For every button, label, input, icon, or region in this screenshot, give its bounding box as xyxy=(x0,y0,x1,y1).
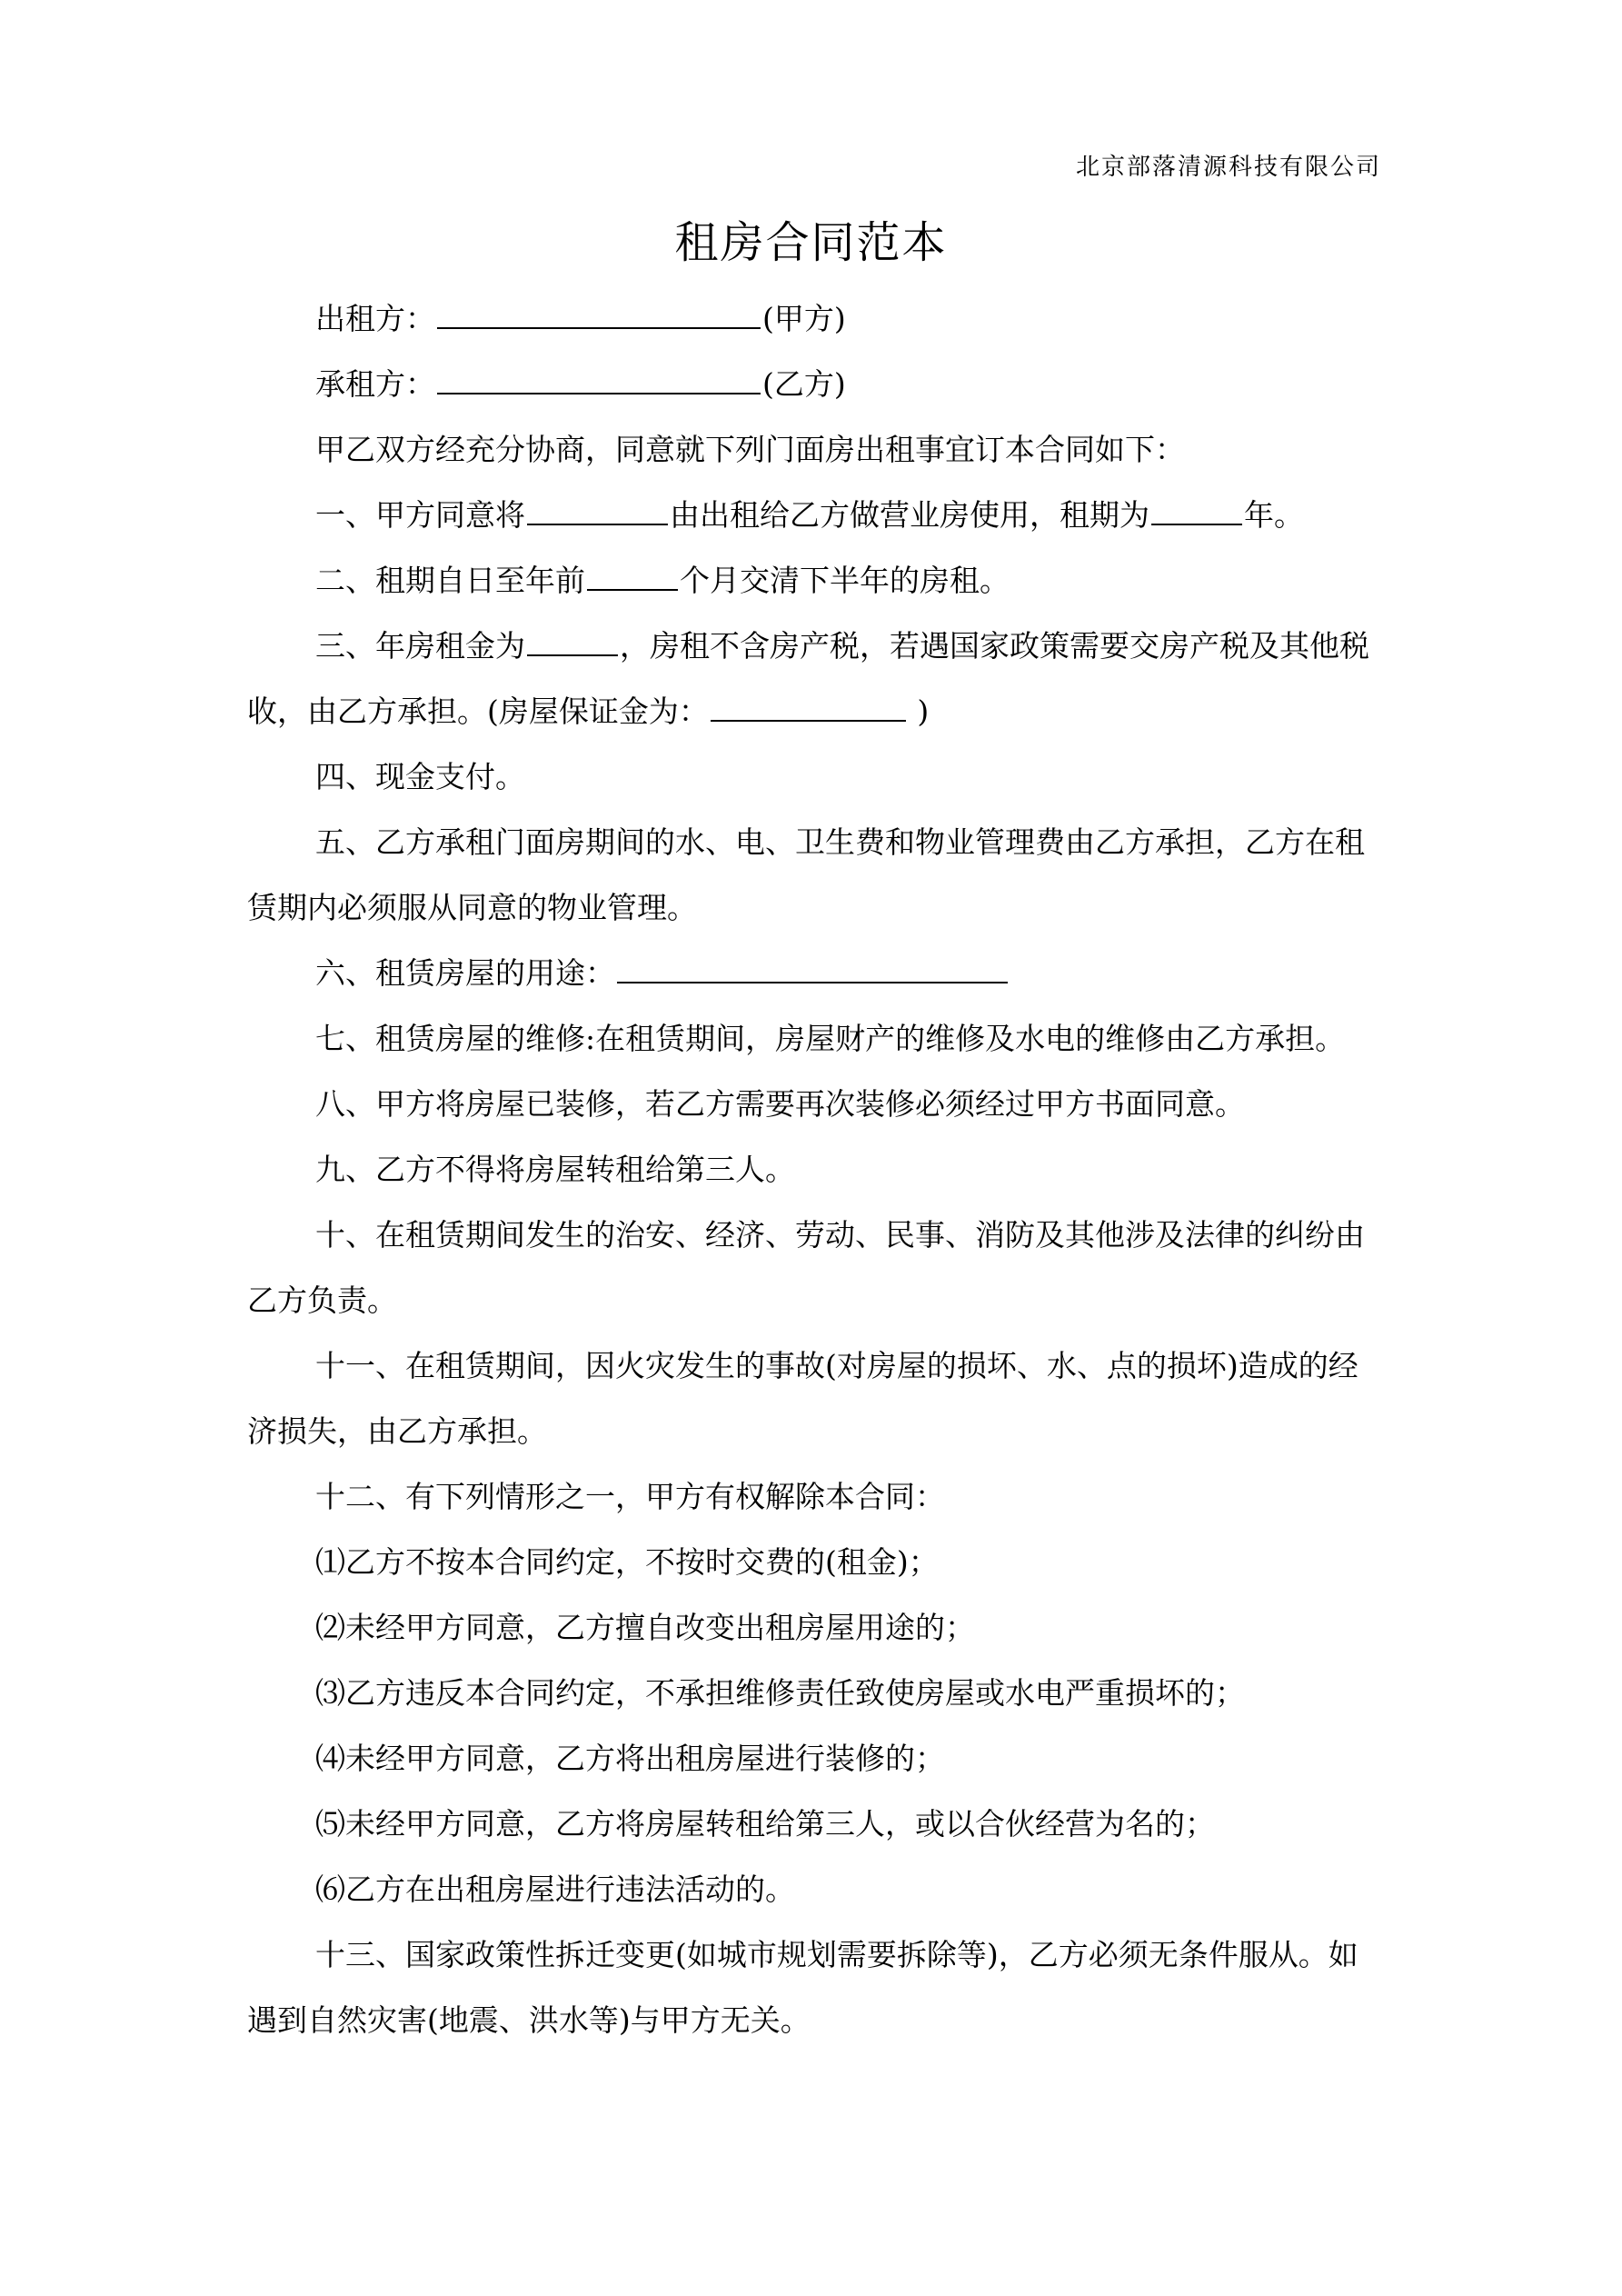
clause-12-item: ⑵未经甲方同意，乙方擅自改变出租房屋用途的； xyxy=(315,1610,975,1645)
clause-2-text-b: 个月交清下半年的房租。 xyxy=(680,563,1010,598)
clause-12-item: ⑹乙方在出租房屋进行违法活动的。 xyxy=(315,1872,795,1907)
company-name: 北京部落清源科技有限公司 xyxy=(1075,154,1381,181)
deposit-blank[interactable] xyxy=(711,687,906,722)
clause-3-text-a: 三、年房租金为 xyxy=(315,628,525,664)
clause-7: 七、租赁房屋的维修:在租赁期间，房屋财产的维修及水电的维修由乙方承担。 xyxy=(315,1021,1346,1056)
clause-12-item: ⑷未经甲方同意，乙方将出租房屋进行装修的； xyxy=(315,1741,945,1776)
clause-3 xyxy=(247,614,1383,744)
months-blank[interactable] xyxy=(587,556,678,591)
contract-body xyxy=(247,286,1383,2053)
clause-2-text-a: 二、租期自日至年前 xyxy=(315,563,585,598)
property-blank[interactable] xyxy=(527,491,668,525)
clause-1-text-a: 一、甲方同意将 xyxy=(315,497,525,533)
clause-12-item: ⑶乙方违反本合同约定，不承担维修责任致使房屋或水电严重损坏的； xyxy=(315,1675,1245,1711)
clause-2 xyxy=(247,548,1383,614)
clause-12-item: ⑴乙方不按本合同约定，不按时交费的(租金)； xyxy=(315,1544,939,1580)
clause-6 xyxy=(247,941,1383,1006)
rent-blank[interactable] xyxy=(527,622,618,656)
lessee-label: 承租方： xyxy=(315,366,435,402)
lessee-blank[interactable] xyxy=(437,360,761,394)
clause-4: 四、现金支付。 xyxy=(315,759,525,794)
lessor-blank[interactable] xyxy=(437,294,761,329)
lessee-suffix: (乙方) xyxy=(762,366,846,402)
term-years-blank[interactable] xyxy=(1151,491,1242,525)
clause-13: 十三、国家政策性拆迁变更(如城市规划需要拆除等)，乙方必须无条件服从。如遇到自然灾害(地震、洪水等)与甲方无关。 xyxy=(247,1937,1358,2038)
clause-5: 五、乙方承租门面房期间的水、电、卫生费和物业管理费由乙方承担，乙方在租赁期内必须服从同意的物业管理。 xyxy=(247,824,1365,925)
lessee-line xyxy=(247,352,1383,417)
clause-3-text-c: ) xyxy=(907,694,930,729)
clause-11: 十一、在租赁期间，因火灾发生的事故(对房屋的损坏、水、点的损坏)造成的经济损失，由乙方承担。 xyxy=(247,1348,1358,1449)
lessor-line xyxy=(247,286,1383,352)
clause-12-heading: 十二、有下列情形之一，甲方有权解除本合同： xyxy=(315,1479,945,1514)
usage-blank[interactable] xyxy=(617,949,1008,983)
clause-1-text-b: 由出租给乙方做营业房使用，租期为 xyxy=(670,497,1149,533)
clause-1-text-c: 年。 xyxy=(1244,497,1304,533)
clause-10: 十、在租赁期间发生的治安、经济、劳动、民事、消防及其他涉及法律的纠纷由乙方负责。 xyxy=(247,1217,1365,1318)
clause-8: 八、甲方将房屋已装修，若乙方需要再次装修必须经过甲方书面同意。 xyxy=(315,1086,1245,1122)
clause-12-item: ⑸未经甲方同意，乙方将房屋转租给第三人，或以合伙经营为名的； xyxy=(315,1806,1215,1842)
clause-3-text-b: ，房租不含房产税，若遇国家政策需要交房产税及其他税收，由乙方承担。(房屋保证金为： xyxy=(247,628,1369,729)
lessor-suffix: (甲方) xyxy=(762,301,846,336)
intro-paragraph: 甲乙双方经充分协商，同意就下列门面房出租事宜订本合同如下： xyxy=(315,432,1185,467)
clause-6-text: 六、租赁房屋的用途： xyxy=(315,955,615,991)
lessor-label: 出租方： xyxy=(315,301,435,336)
clause-1 xyxy=(247,483,1383,548)
clause-9: 九、乙方不得将房屋转租给第三人。 xyxy=(315,1152,795,1187)
document-title: 租房合同范本 xyxy=(674,217,948,268)
